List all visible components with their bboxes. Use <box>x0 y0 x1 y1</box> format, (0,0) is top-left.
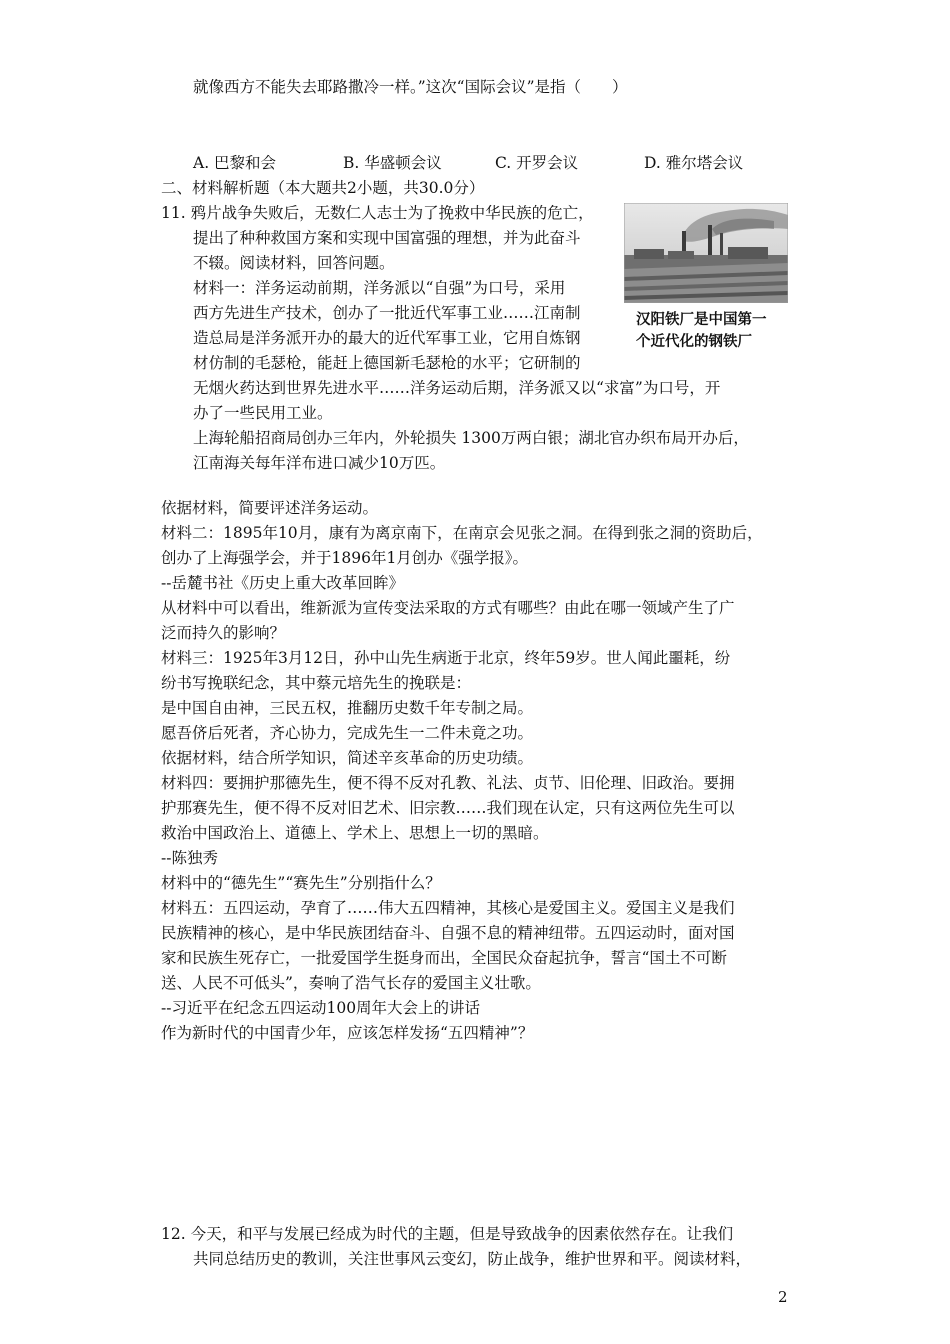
q11-body-line: 泛而持久的影响？ <box>161 624 286 642</box>
q10-stem-tail: 就像西方不能失去耶路撒冷一样。”这次“国际会议”是指（ ） <box>193 78 628 96</box>
q11-body-line: 材料五：五四运动，孕育了……伟大五四精神，其核心是爱国主义。爱国主义是我们 <box>161 899 735 917</box>
q11-line: 造总局是洋务派开办的最大的近代军事工业，它用自炼钢 <box>193 329 581 347</box>
q11-body-line: 救治中国政治上、道德上、学术上、思想上一切的黑暗。 <box>161 824 549 842</box>
q11-body-line: 作为新时代的中国青少年，应该怎样发扬“五四精神”？ <box>161 1024 534 1042</box>
q11-line: 办了一些民用工业。 <box>193 404 333 422</box>
q11-line: 上海轮船招商局创办三年内，外轮损失 1300万两白银；湖北官办织布局开办后， <box>193 429 749 447</box>
q11-line: 11. 鸦片战争失败后，无数仁人志士为了挽救中华民族的危亡， <box>161 204 594 222</box>
q11-line: 材料一：洋务运动前期，洋务派以“自强”为口号，采用 <box>193 279 566 297</box>
q10-option-b: B. 华盛顿会议 <box>343 154 442 172</box>
q11-line: 无烟火药达到世界先进水平……洋务运动后期，洋务派又以“求富”为口号，开 <box>193 379 721 397</box>
q11-body-line: --习近平在纪念五四运动100周年大会上的讲话 <box>161 999 481 1017</box>
photo-caption-line: 汉阳铁厂是中国第一 <box>636 312 767 328</box>
q11-body-line: 送、人民不可低头”，奏响了浩气长存的爱国主义壮歌。 <box>161 974 541 992</box>
hanyang-ironworks-photo <box>624 203 788 303</box>
photo-caption <box>636 309 767 353</box>
q11-body-line: 护那赛先生，便不得不反对旧艺术、旧宗教……我们现在认定，只有这两位先生可以 <box>161 799 735 817</box>
q11-body-line: 民族精神的核心，是中华民族团结奋斗、自强不息的精神纽带。五四运动时，面对国 <box>161 924 735 942</box>
q11-body-line: 材料二：1895年10月，康有为离京南下，在南京会见张之洞。在得到张之洞的资助后， <box>161 524 763 542</box>
photo-caption-line: 个近代化的钢铁厂 <box>636 334 752 350</box>
q11-body-line: 依据材料，简要评述洋务运动。 <box>161 499 379 517</box>
q10-option-c: C. 开罗会议 <box>495 154 579 172</box>
q11-body-line: --岳麓书社《历史上重大改革回眸》 <box>161 574 404 592</box>
section-heading: 二、材料解析题（本大题共2小题，共30.0分） <box>161 179 485 197</box>
q11-body-line: 是中国自由神，三民五权，推翻历史数千年专制之局。 <box>161 699 534 717</box>
q11-body-line: 愿吾侪后死者，齐心协力，完成先生一二件未竟之功。 <box>161 724 534 742</box>
q10-option-a: A. 巴黎和会 <box>193 154 277 172</box>
q11-line: 不辍。阅读材料，回答问题。 <box>193 254 395 272</box>
q11-body-line: 从材料中可以看出，维新派为宣传变法采取的方式有哪些？由此在哪一领域产生了广 <box>161 599 735 617</box>
q11-line: 提出了种种救国方案和实现中国富强的理想，并为此奋斗 <box>193 229 581 247</box>
page-number: 2 <box>778 1288 788 1306</box>
q11-line: 材仿制的毛瑟枪，能赶上德国新毛瑟枪的水平；它研制的 <box>193 354 581 372</box>
q11-line: 西方先进生产技术，创办了一批近代军事工业……江南制 <box>193 304 581 322</box>
q11-body-line: --陈独秀 <box>161 849 218 867</box>
q11-body-line: 材料三：1925年3月12日，孙中山先生病逝于北京，终年59岁。世人闻此噩耗，纷 <box>161 649 731 667</box>
q11-body-line: 材料中的“德先生”“赛先生”分别指什么？ <box>161 874 441 892</box>
q11-line: 江南海关每年洋布进口减少10万匹。 <box>193 454 446 472</box>
q11-body-line: 依据材料，结合所学知识，简述辛亥革命的历史功绩。 <box>161 749 534 767</box>
q11-body-line: 家和民族生死存亡，一批爱国学生挺身而出，全国民众奋起抗争，誓言“国土不可断 <box>161 949 727 967</box>
q11-body-line: 材料四：要拥护那德先生，便不得不反对孔教、礼法、贞节、旧伦理、旧政治。要拥 <box>161 774 735 792</box>
q11-body-line: 创办了上海强学会，并于1896年1月创办《强学报》。 <box>161 549 529 567</box>
q12-line: 12. 今天，和平与发展已经成为时代的主题，但是导致战争的因素依然存在。让我们 <box>161 1225 734 1243</box>
q11-body-line: 纷书写挽联纪念，其中蔡元培先生的挽联是： <box>161 674 472 692</box>
q10-option-d: D. 雅尔塔会议 <box>644 154 744 172</box>
q12-line: 共同总结历史的教训，关注世事风云变幻，防止战争，维护世界和平。阅读材料， <box>193 1250 752 1268</box>
